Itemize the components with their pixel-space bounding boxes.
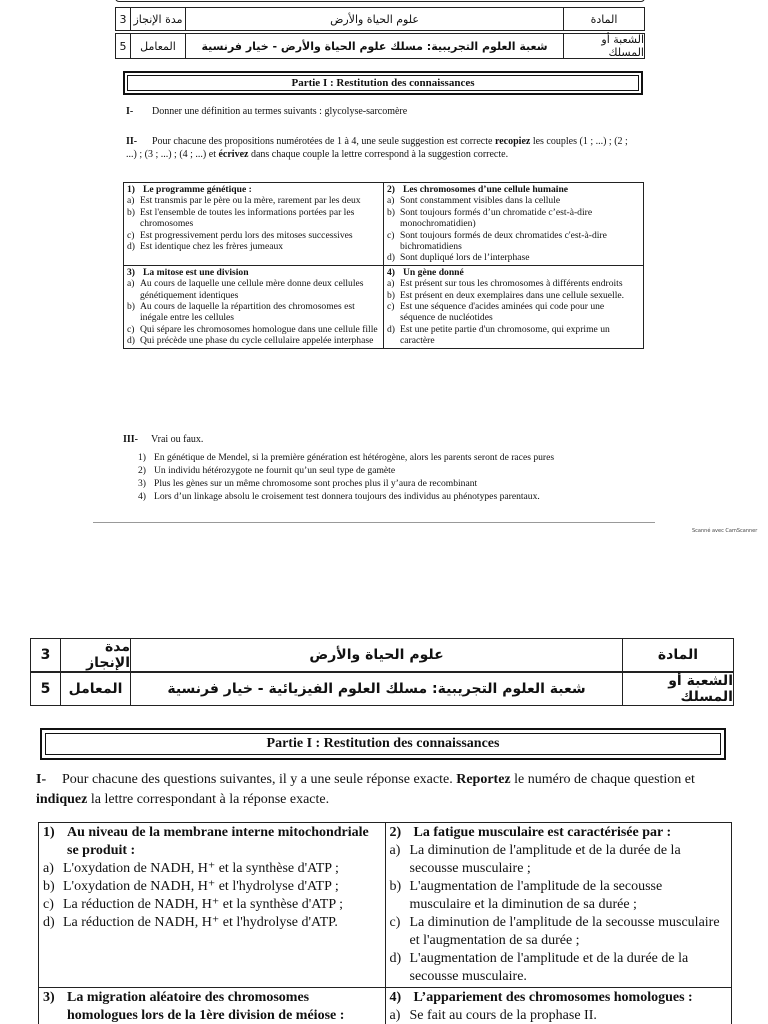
- mcq-cell-3: 3) La migration aléatoire des chromosomes homologues lors de la 1ère division de méiose :: [39, 988, 386, 1024]
- true-false-list: [138, 451, 648, 503]
- mcq-cell-2: 2) La fatigue musculaire est caractérisée par : a) La diminution de l'amplitude et de la durée de la secousse musculaire ; b) L'augmentation de l'amplitude de la secousse musculaire et la diminution de sa durée ; c) La diminution de l'amplitude de la secousse musculaire et l'augmentation de sa durée ; d) L'augmentation de l'amplitude et de la durée de la secousse musculaire.: [385, 823, 732, 988]
- branch-name: شعبة العلوم التجريبية: مسلك علوم الحياة والأرض - خيار فرنسية: [186, 34, 564, 58]
- subject-label: المادة: [657, 647, 699, 663]
- branch-name: شعبة العلوم التجريبية: مسلك العلوم الفيزيائية - خيار فرنسية: [131, 673, 623, 705]
- mcq-cell-4: 4) Un gène donné a) Est présent sur tous les chromosomes à différents endroits b) Est présent en deux exemplaires dans une cellule sexuelle. c) Est une séquence d'acides aminées qui code pour une séquence de nucléotides d) Est une petite partie d'un chromosome, qui exprime un caractère: [384, 265, 644, 348]
- scanner-watermark: Scanné avec CamScanner: [692, 528, 758, 534]
- mcq-cell-3: 3) La mitose est une division a) Au cours de laquelle une cellule mère donne deux cellules génétiquement identiques b) Au cours de laquelle la répartition des chromosomes est inégale entre les cellules c) Qui sépare les chromosomes homologue dans une cellule fille d) Qui précède une phase du cycle cellulaire appelée interphase: [124, 265, 384, 348]
- coef-label: المعامل: [61, 673, 131, 705]
- mcq-cell-4: 4) L’appariement des chromosomes homologues : a) Se fait au cours de la prophase II.: [385, 988, 732, 1024]
- subject-label: المادة: [590, 12, 618, 26]
- tf-item: 4) Lors d’un linkage absolu le croisement test donnera toujours des individus au phénotypes parentaux.: [138, 491, 540, 502]
- mcq-cell-2: 2) Les chromosomes d’une cellule humaine a) Sont constamment visibles dans la cellule b) Sont toujours formés d’un chromatide c’est-à-dire monochromatidien) c) Sont toujours formés de deux chromatides c'est-à-dire bichromatidiens d) Sont dupliqué lors de l’interphase: [384, 183, 644, 266]
- duration-label: مدة الإنجاز: [61, 639, 131, 671]
- mcq-cell-1: 1) Le programme génétique : a) Est transmis par le père ou la mère, rarement par les deux b) Est l'ensemble de toutes les informations portées par les chromosomes c) Est progressivement perdu lors des mitoses successives d) Est identique chez les frères jumeaux: [124, 183, 384, 266]
- duration-label: مدة الإنجاز: [131, 8, 186, 30]
- tf-item: 1) En génétique de Mendel, si la première génération est hétérogène, alors les parents seront de races pures: [138, 452, 555, 463]
- mcq-table-1: [123, 182, 644, 349]
- tf-item: 2) Un individu hétérozygote ne fournit qu’un seul type de gamète: [138, 465, 396, 476]
- header-row-branch: [30, 672, 734, 706]
- duration-value: 3: [31, 639, 61, 671]
- coef-label: المعامل: [131, 34, 186, 58]
- mcq-table-2: [38, 822, 732, 1024]
- exam-page-1: [93, 0, 655, 523]
- coef-value: 5: [116, 34, 131, 58]
- part-title: Partie I : Restitution des connaissances: [123, 71, 643, 95]
- header-row-subject: [115, 7, 645, 31]
- top-frame: [115, 0, 645, 2]
- exam-page-2: [30, 638, 740, 1024]
- question-1: I- Pour chacune des questions suivantes, il y a une seule réponse exacte. Reportez le numéro de chaque question et indiquez la lettre correspondant à la réponse exacte.: [36, 772, 695, 807]
- mcq-cell-1: 1) Au niveau de la membrane interne mitochondriale se produit : a) L'oxydation de NADH, H⁺ et la synthèse d'ATP ; b) L'oxydation de NADH, H⁺ et l'hydrolyse d'ATP ; c) La réduction de NADH, H⁺ et la synthèse d'ATP ; d) La réduction de NADH, H⁺ et l'hydrolyse d'ATP.: [39, 823, 386, 988]
- subject-name: علوم الحياة والأرض: [131, 639, 623, 671]
- coef-value: 5: [31, 673, 61, 705]
- branch-label: الشعبة أو المسلك: [601, 33, 644, 59]
- header-row-subject: [30, 638, 734, 672]
- duration-value: 3: [116, 8, 131, 30]
- tf-item: 3) Plus les gènes sur un même chromosome sont proches plus il y’aura de recombinant: [138, 478, 478, 489]
- question-3: III- Vrai ou faux.: [123, 434, 204, 445]
- part-title: Partie I : Restitution des connaissances: [40, 728, 726, 760]
- question-1: I- Donner une définition au termes suivants : glycolyse-sarcomère: [126, 106, 408, 117]
- subject-name: علوم الحياة والأرض: [186, 8, 564, 30]
- branch-label: الشعبة أو المسلك: [668, 673, 733, 705]
- header-row-branch: [115, 33, 645, 59]
- question-2: II- Pour chacune des propositions numérotées de 1 à 4, une seule suggestion est correcte recopiez les couples (1 ; ...) ; (2 ; ...) ; (3 ; ...) ; (4 ; ...) et écrivez dans chaque couple la lettre correspond à la suggestion correcte.: [126, 136, 628, 160]
